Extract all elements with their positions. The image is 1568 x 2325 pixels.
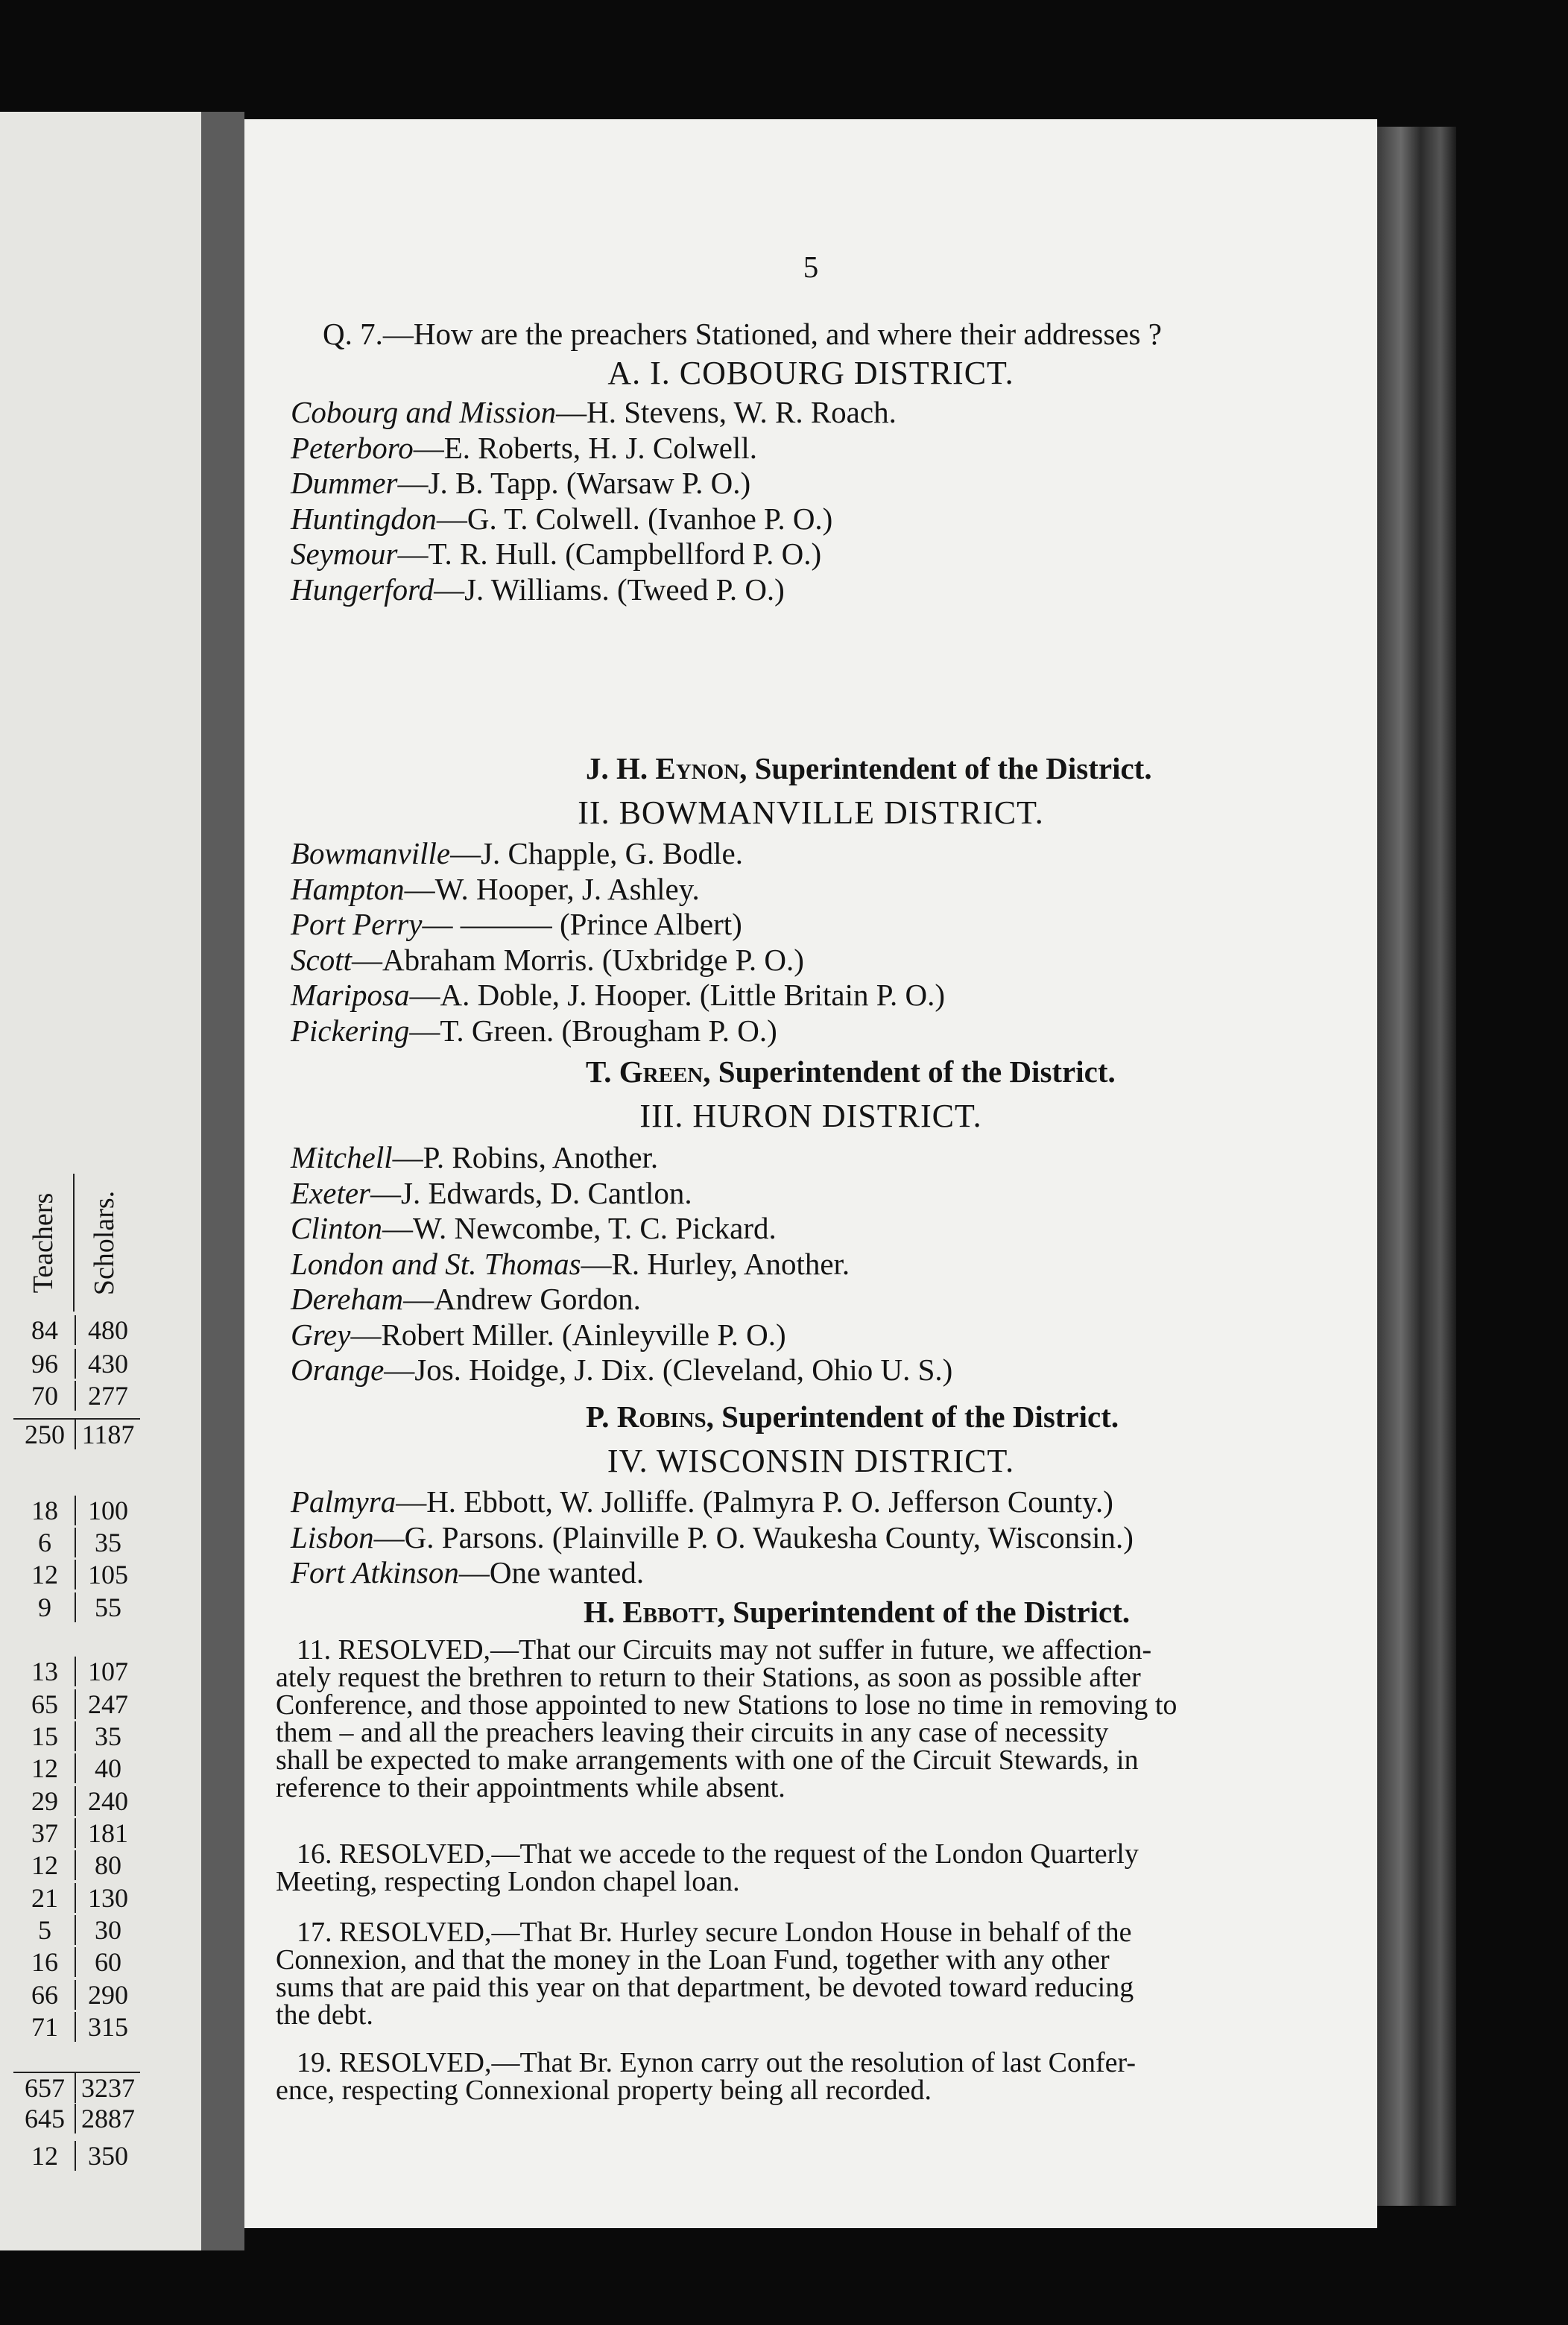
scholars-cell: 240 [75,1786,140,1816]
circuit-name: Orange [291,1353,385,1387]
resolution-line: Conference, and those appointed to new Stations to lose no time in removing to [276,1689,1177,1721]
preachers-text: —J. Williams. (Tweed P. O.) [434,572,785,607]
scholars-cell: 3237 [75,2073,140,2103]
resolution-line: sums that are paid this year on that department, be devoted toward reducing [276,1972,1134,2003]
station-entry [291,502,832,536]
station-entry [291,978,945,1012]
station-entry [291,1520,1134,1554]
station-entry [291,1353,952,1387]
scholars-cell: 130 [75,1883,140,1913]
resolution-line: them – and all the preachers leaving their circuits in any case of necessity [276,1717,1109,1748]
circuit-name: Dummer [291,466,398,500]
circuit-name: Lisbon [291,1519,374,1554]
circuit-name: Grey [291,1317,351,1352]
teachers-cell: 250 [25,1420,65,1449]
scholars-cell: 30 [75,1915,140,1945]
teachers-cell: 15 [31,1721,58,1751]
scholars-cell: 60 [75,1947,140,1977]
station-entry [291,1247,850,1281]
facing-page-fragment [0,112,201,2250]
resolution-line: ence, respecting Connexional property being all recorded. [276,2075,932,2106]
preachers-text: —P. Robins, Another. [392,1140,659,1174]
district-heading: III. HURON DISTRICT. [639,1098,982,1134]
superintendent-name: J. H. Eynon, [586,751,747,785]
preachers-text: —W. Hooper, J. Ashley. [404,871,700,906]
superintendent-name: T. Green, [586,1054,711,1089]
circuit-name: London and St. Thomas [291,1246,581,1281]
resolution-line: the debt. [276,1999,373,2031]
teachers-cell: 29 [31,1786,58,1816]
scholars-cell: 2887 [75,2104,140,2133]
district-heading: II. BOWMANVILLE DISTRICT. [578,794,1044,831]
preachers-text: —R. Hurley, Another. [581,1246,850,1281]
preachers-text: —J. Chapple, G. Bodle. [450,836,743,870]
teachers-cell: 21 [31,1883,58,1913]
preachers-text: —T. Green. (Brougham P. O.) [409,1013,777,1048]
teachers-cell: 16 [31,1947,58,1977]
circuit-name: Seymour [291,537,398,571]
teachers-cell: 13 [31,1657,58,1686]
preachers-text: —H. Ebbott, W. Jolliffe. (Palmyra P. O. Jefferson County.) [396,1484,1113,1519]
teachers-cell: 9 [38,1592,51,1622]
station-entry [291,431,757,465]
teachers-cell: 37 [31,1818,58,1848]
circuit-name: Port Perry [291,907,423,941]
station-entry [291,1282,641,1316]
circuit-name: Clinton [291,1211,383,1245]
preachers-text: —One wanted. [458,1555,645,1589]
station-entry [291,1555,644,1589]
table-header-scholars [75,1174,134,1312]
superintendent-title: Superintendent of the District. [747,751,1152,785]
page-number: 5 [803,250,819,284]
preachers-text: —Jos. Hoidge, J. Dix. (Cleveland, Ohio U. S.) [384,1353,953,1387]
preachers-text: —A. Doble, J. Hooper. (Little Britain P. O.) [409,978,946,1012]
station-entry [291,943,804,977]
circuit-name: Hungerford [291,572,434,607]
superintendent-title: Superintendent of the District. [710,1054,1116,1089]
superintendent-name: H. Ebbott, [584,1595,725,1629]
scholars-cell: 277 [75,1381,140,1411]
circuit-name: Scott [291,942,352,977]
teachers-cell: 657 [25,2073,65,2103]
preachers-text: —Robert Miller. (Ainleyville P. O.) [350,1317,786,1352]
superintendent-name: P. Robins, [586,1399,714,1434]
teachers-cell: 96 [31,1349,58,1379]
table-row [13,1418,140,1449]
scholars-cell: 107 [75,1657,140,1686]
teachers-cell: 71 [31,2012,58,2042]
district-superintendent [584,1595,1130,1629]
header-label: Teachers [28,1192,59,1293]
resolution-line: ately request the brethren to return to their Stations, as soon as possible after [276,1662,1141,1693]
resolution-line: shall be expected to make arrangements with one of the Circuit Stewards, in [276,1744,1139,1776]
preachers-text: —T. R. Hull. (Campbellford P. O.) [397,537,822,571]
resolution-paragraph [276,1919,1364,2029]
resolution-line: 19. RESOLVED,—That Br. Eynon carry out the resolution of last Confer- [297,2047,1137,2078]
scholars-cell: 80 [75,1850,140,1880]
circuit-name: Huntingdon [291,501,437,536]
preachers-text: —G. T. Colwell. (Ivanhoe P. O.) [436,501,833,536]
circuit-name: Dereham [291,1282,404,1316]
station-entry [291,537,821,571]
preachers-text: —H. Stevens, W. R. Roach. [556,395,897,429]
resolution-line: 17. RESOLVED,—That Br. Hurley secure London House in behalf of the [297,1917,1132,1948]
book-gutter [201,112,244,2250]
teachers-cell: 6 [38,1528,51,1557]
circuit-name: Palmyra [291,1484,396,1519]
question-text: Q. 7.—How are the preachers Stationed, and where their addresses ? [323,317,1162,351]
scholars-cell: 290 [75,1980,140,2010]
preachers-text: —G. Parsons. (Plainville P. O. Waukesha County, Wisconsin.) [373,1519,1134,1554]
circuit-name: Pickering [291,1013,410,1048]
teachers-cell: 5 [38,1915,51,1945]
scholars-cell: 247 [75,1689,140,1719]
preachers-text: —Andrew Gordon. [403,1282,641,1316]
resolution-line: reference to their appointments while absent. [276,1772,785,1803]
teachers-cell: 66 [31,1980,58,2010]
header-label: Scholars. [89,1190,120,1295]
resolution-paragraph [276,1838,1364,1897]
scholars-cell: 100 [75,1496,140,1525]
resolution-line: Meeting, respecting London chapel loan. [276,1866,740,1897]
table-header-teachers [13,1174,75,1312]
circuit-name: Mitchell [291,1140,393,1174]
scholars-cell: 40 [75,1753,140,1783]
preachers-text: —Abraham Morris. (Uxbridge P. O.) [351,942,804,977]
station-entry [291,836,743,870]
station-entry [291,572,785,607]
scholars-cell: 315 [75,2012,140,2042]
station-entry [291,907,742,941]
teachers-cell: 645 [25,2104,65,2133]
preachers-text: —J. Edwards, D. Cantlon. [370,1175,692,1210]
preachers-text: — ——— (Prince Albert) [422,907,742,941]
teachers-cell: 18 [31,1496,58,1525]
scholars-cell: 181 [75,1818,140,1848]
scholars-cell: 35 [75,1528,140,1557]
scholars-cell: 105 [75,1560,140,1589]
teachers-cell: 12 [31,1753,58,1783]
scholars-cell: 350 [75,2141,140,2171]
station-entry [291,1318,786,1352]
circuit-name: Mariposa [291,978,410,1012]
teachers-cell: 65 [31,1689,58,1719]
question-line [323,317,1162,351]
circuit-name: Hampton [291,871,405,906]
table-row [13,2072,140,2103]
circuit-name: Fort Atkinson [291,1555,459,1589]
teachers-cell: 12 [31,2141,58,2171]
station-entry [291,466,750,500]
resolution-paragraph [276,2049,1364,2104]
preachers-text: —E. Roberts, H. J. Colwell. [413,430,757,465]
superintendent-title: Superintendent of the District. [713,1399,1119,1434]
station-entry [291,1013,777,1048]
district-superintendent [586,751,1152,785]
station-entry [291,1176,692,1210]
station-entry [291,1140,658,1174]
station-entry [291,872,700,906]
circuit-name: Cobourg and Mission [291,395,557,429]
resolution-line: 16. RESOLVED,—That we accede to the request of the London Quarterly [297,1838,1139,1870]
scholars-cell: 1187 [75,1420,140,1449]
superintendent-title: Superintendent of the District. [724,1595,1131,1629]
scholars-cell: 430 [75,1349,140,1379]
teachers-cell: 12 [31,1850,58,1880]
scholars-cell: 55 [75,1592,140,1622]
station-entry [291,1211,777,1245]
teachers-cell: 84 [31,1315,58,1345]
station-entry [291,1484,1113,1519]
preachers-text: —W. Newcombe, T. C. Pickard. [382,1211,777,1245]
resolution-paragraph [276,1636,1364,1802]
district-heading: A. I. COBOURG DISTRICT. [607,355,1014,391]
preachers-text: —J. B. Tapp. (Warsaw P. O.) [397,466,751,500]
resolution-line: 11. RESOLVED,—That our Circuits may not suffer in future, we affection- [297,1634,1152,1666]
circuit-name: Bowmanville [291,836,451,870]
teachers-cell: 70 [31,1381,58,1411]
district-heading: IV. WISCONSIN DISTRICT. [607,1443,1015,1479]
district-superintendent [586,1399,1119,1434]
scholars-cell: 35 [75,1721,140,1751]
scholars-cell: 480 [75,1315,140,1345]
circuit-name: Exeter [291,1175,370,1210]
district-superintendent [586,1054,1116,1089]
teachers-cell: 12 [31,1560,58,1589]
book-page [244,119,1377,2228]
circuit-name: Peterboro [291,430,414,465]
station-entry [291,395,897,429]
book-page-edges [1377,127,1456,2206]
resolution-line: Connexion, and that the money in the Loan Fund, together with any other [276,1944,1110,1976]
